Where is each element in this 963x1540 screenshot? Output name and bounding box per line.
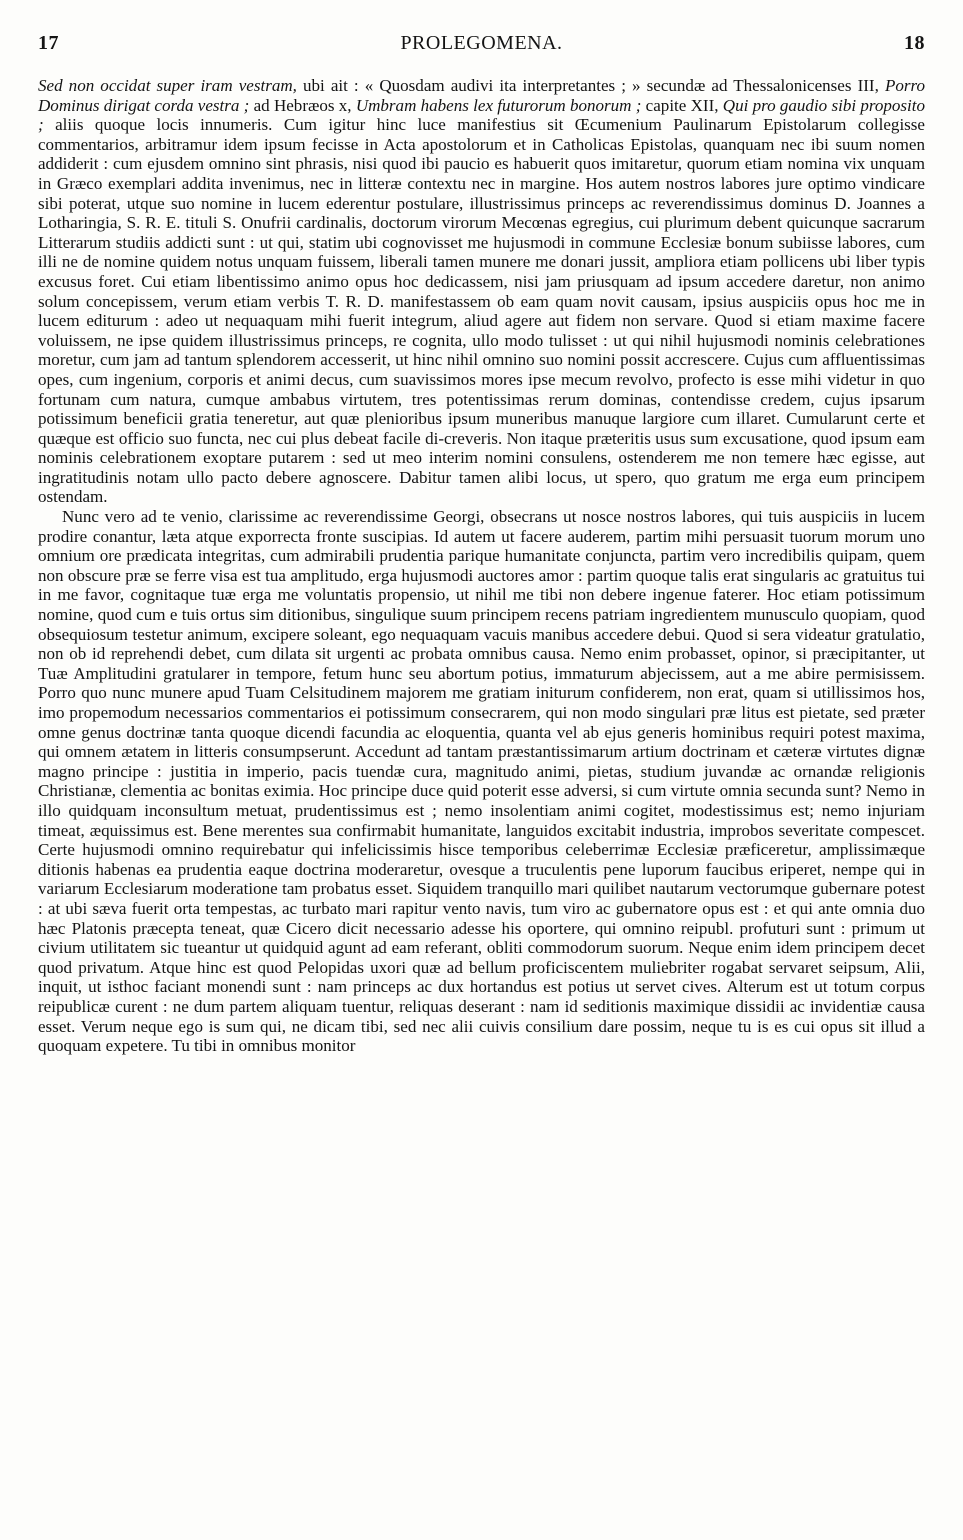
body-text — [38, 76, 925, 1056]
quotation-italic: Porro Dominus dirigat corda vestra ; — [38, 76, 925, 115]
page-number-left: 17 — [38, 32, 59, 54]
text-run: ad Hebræos x, — [249, 95, 356, 115]
paragraph-1 — [38, 76, 925, 507]
text-run: ubi ait : « Quosdam audivi ita interpretantes ; » secundæ ad Thessalonicenses III, — [296, 76, 885, 95]
paragraph-2: Nunc vero ad te venio, clarissime ac reverendissime Georgi, obsecrans ut nosce nostros labores, qui tuis auspiciis in lucem prodire conantur, læta atque exporrecta fronte suscipias. Id autem ut facere auderem, partim mihi persuasit tuorum morum uno omnium ore prædicata integritas, cum admirabili prudentia parique humanitate conjuncta, partim vero incredibilis quipam, quem non obscure præ se ferre visa est tua amplitudo, erga hujusmodi auctores amor : partim quoque talis erat singularis ac gratuitus tui in me favor, cognitaque tuæ erga me voluntatis propensio, ut nihil me tibi non debere ingenue faterer. Hoc etiam potissimum nomine, quod cum e tuis ortus sim ditionibus, singulique suum principem recens patriam ingredientem munusculo quopiam, quod obsequiosum testetur animum, excipere soleant, ego nequaquam vacuis manibus accedere debui. Quod si sera videatur gratulatio, non ob id reprehendi debet, cum dilata sit urgenti ac probata omnibus causa. Nemo enim probasset, opinor, si præcipitanter, ut Tuæ Amplitudini gratularer in tempore, fetum hunc seu abortum potius, immaturum abjecissem, aut a me abire permisissem. Porro quo nunc munere apud Tuam Celsitudinem majorem me gratiam initurum confiderem, non erat, quam si utillissimos hos, imo propemodum necessarios commentarios ei potissimum consecrarem, qui non modo singulari præ litus est pietate, sed præter omne genus doctrinæ tanta quoque dicendi facundia ac eloquentia, quanta vel ab ejus generis hominibus requiri potest maxima, qui omnem ætatem in litteris consumpserunt. Accedunt ad tantam præstantissimarum artium doctrinam et cæteræ virtutes dignæ magno principe : justitia in imperio, pacis tuendæ cura, magnitudo animi, pietas, studium juvandæ ac ornandæ religionis Christianæ, clementia ac bonitas eximia. Hoc principe duce quid poterit esse adversi, si cum virtute omnia secunda sunt? Nemo in illo quidquam inconsultum metuat, prudentissimus est ; nemo insolentiam animi cogitet, modestissimus est; nemo injuriam timeat, æquissimus est. Bene merentes sua confirmabit humanitate, languidos excitabit industria, improbos severitate compescet. Certe hujusmodi omnino requirebatur qui infelicissimis hisce temporibus celeberrimæ Ecclesiæ præficeretur, amplissimæque ditionis habenas ea prudentia eaque doctrina moderaretur, ovesque a truculentis pene luporum faucibus eriperet, nempe qui in variarum Ecclesiarum moderatione tam probatus esset. Siquidem tranquillo mari quilibet nautarum vectorumque gubernare potest : at ubi sæva fuerit orta tempestas, ac turbato mari rapitur vento navis, tum viro ac gubernatore opus est : et qui ante omnia duo hæc Platonis præcepta teneat, quæ Cicero dicit necessario adesse his oportere, qui omnino reipubl. profuturi sunt : primum ut civium utilitatem sic tueantur ut quidquid agunt ad eam referant, obliti commodorum suorum. Neque enim idem principem decet quod privatum. Atque hinc est quod Pelopidas uxori quæ ad bellum proficiscentem muliebriter rogabat servaret seipsum, Alii, inquit, ut isthoc faciant monendi sunt : nam princeps ac dux hortandus est potius ut servet cives. Alterum est ut totum corpus reipublicæ curent : ne dum partem aliquam tuentur, reliquas deserant : nam id seditionis maximique dissidii ac invidentiæ causa esset. Verum neque ego is sum qui, ne dicam tibi, sed nec alii cuivis consilium dare possim, neque tu is es cui opus sit illud a quoquam expetere. Tu tibi in omnibus monitor — [38, 507, 925, 1056]
running-header — [38, 32, 925, 58]
quotation-italic: Qui pro gaudio sibi proposito ; — [38, 95, 925, 135]
quotation-italic: Sed non occidat super iram vestram, — [38, 76, 297, 95]
running-title: PROLEGOMENA. — [400, 32, 563, 54]
text-run: aliis quoque locis innumeris. Cum igitur hinc luce manifestius sit Œcumenium Paulinarum Epistolarum collegisse commentarios, arbitramur idem ipsum fecisse in Acta apostolorum et in Catholicas Epistolas, quanquam nec ibi suum nomen addiderit : cum ejusdem omnino sint phrasis, nisi quod ibi paucio es habuerit quos imitaretur, quorum etiam nomina vix unquam in Græco exemplari addita invenimus, nec in litteræ contextu nec in margine. Hos autem nostros labores jure optimo vindicare sibi poterat, utque suo nomine in lucem ederentur postulare, illustrissimus princeps ac reverendissimus dominus D. Joannes a Lotharingia, S. R. E. tituli S. Onufrii cardinalis, doctorum virorum Mecœnas egregius, cui plurimum debent quicunque sacrarum Litterarum studiis addicti sunt : ut qui, statim ubi cognovisset me hujusmodi in commune Ecclesiæ bonum subiisse labores, cum illi ne de nomine quidem notus unquam fuissem, liberali tamen munere me donari jussit, ampliora etiam pollicens ubi liber typis excusus foret. Cui etiam libentissimo animo opus hoc dedicassem, nisi jam priusquam ad ipsum accedere daretur, non animo solum concepissem, verum etiam verbis T. R. D. manifestassem ob eam quam novit causam, ipsius auspiciis opus hoc me in lucem editurum : adeo ut nequaquam mihi fuerit integrum, aliud agere aut fidem non servare. Quod si etiam maxime facere voluissem, ne ipse quidem illustrissimus princeps, re cognita, ullo modo tulisset : ut qui nihil hujusmodi nominis celebrationes moretur, cum jam ad tantum splendorem accesserit, ut hinc nihil omnino suo nomini possit accrescere. Cujus cum affluentissimas opes, cum ingenium, corporis et animi decus, cum suavissimos mores ipse mecum revolvo, profecto is esse mihi videtur in quo fortunam cum natura, cumque ambabus virtutem, tres potentissimas rerum dominas, contendisse credem, cujus ipsarum potissimum beneficii gratia teneretur, aut quæ plenioribus ipsum muneribus manuque largiore cum illaret. Cumularunt certe et quæque est officio suo functa, nec cui plus debeat facile di-creveris. Non itaque præteritis usus sum excusatione, quod ipsum eam nominis celebrationem exoptare putarem : sed ut meo interim nomini consulens, ostenderem me non temere hæc egisse, aut ingratitudinis notam ullo pacto debere agnoscere. Dabitur tamen alibi locus, ut spero, quo gratum me erga eum principem ostendam. — [38, 115, 925, 507]
page-number-right: 18 — [904, 32, 925, 54]
quotation-italic: Umbram habens lex futurorum bonorum ; — [355, 95, 642, 115]
text-run: capite XII, — [641, 95, 723, 115]
